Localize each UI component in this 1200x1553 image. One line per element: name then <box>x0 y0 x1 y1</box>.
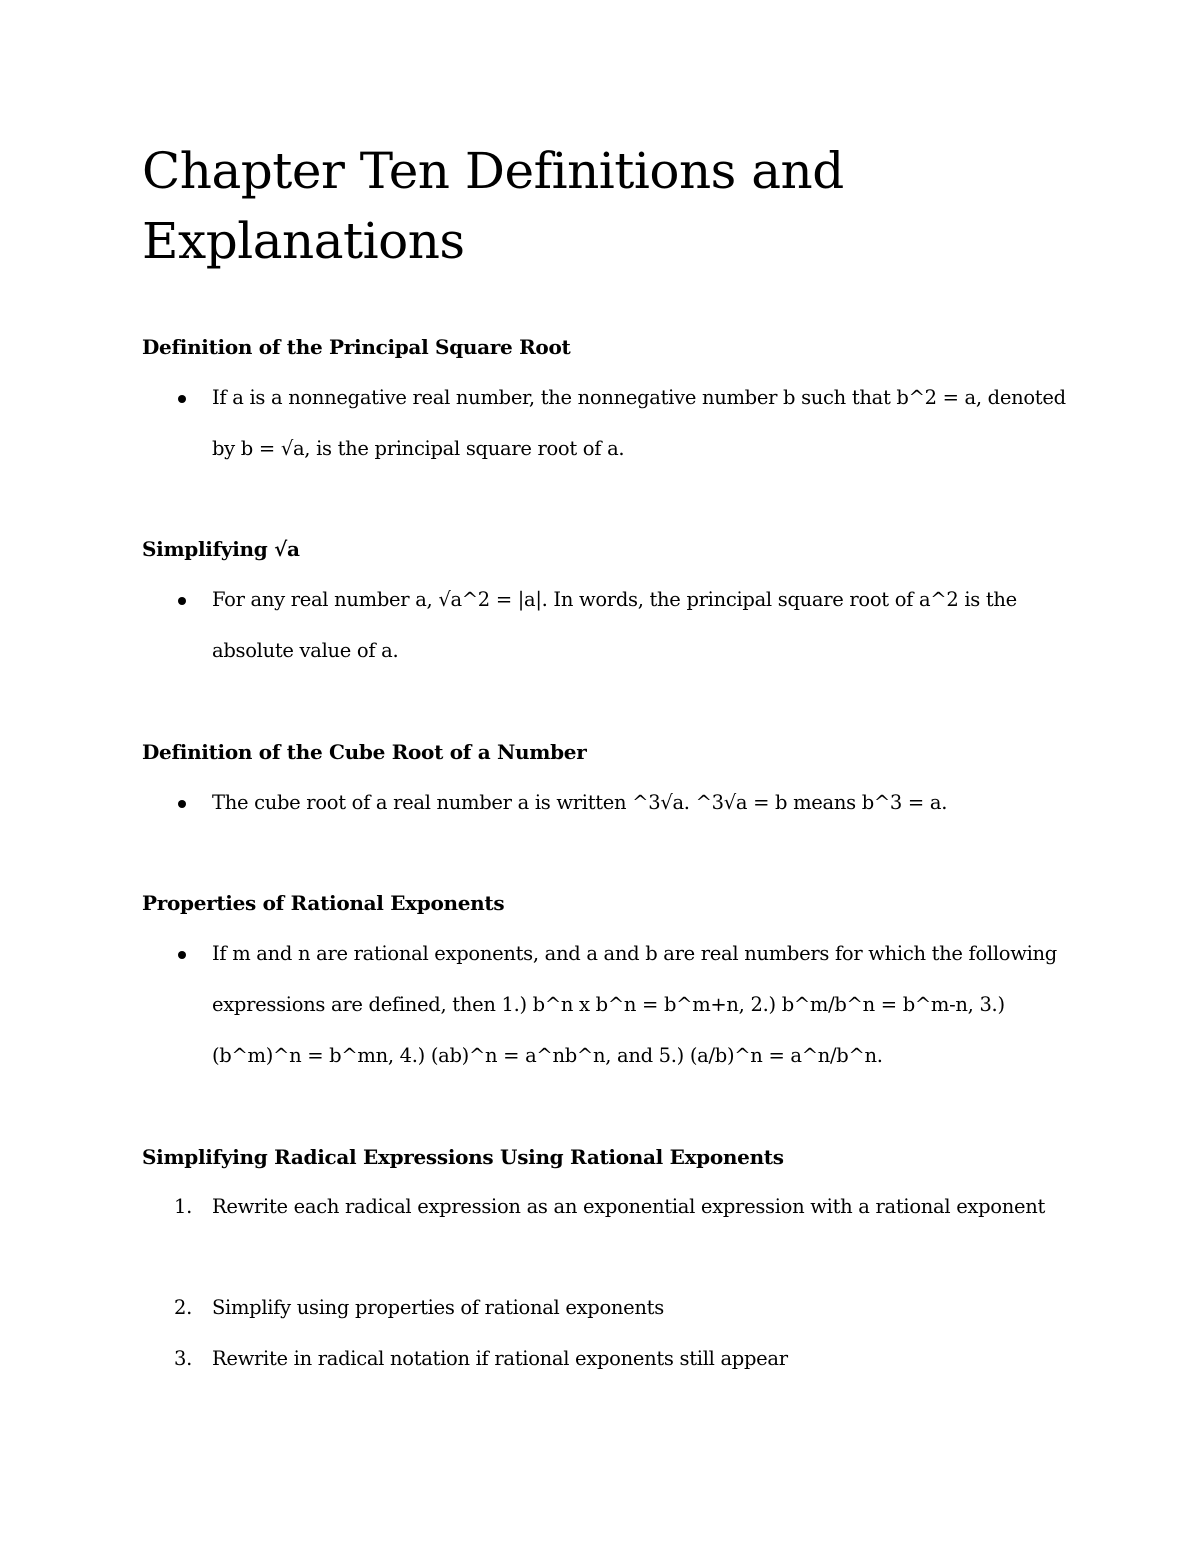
bullet-icon <box>178 597 186 605</box>
section-heading-simplifying-sqrt: Simplifying √a <box>142 537 300 561</box>
list-item-text: Rewrite each radical expression as an exponential expression with a rational exponent <box>212 1195 1046 1218</box>
numbered-list-item <box>174 1333 1072 1384</box>
list-item <box>212 777 1072 828</box>
numbered-list-item <box>174 1181 1072 1232</box>
numbered-list-item <box>174 1282 1072 1333</box>
list-item <box>212 928 1072 1081</box>
list-item-text: The cube root of a real number a is written ^3√a. ^3√a = b means b^3 = a. <box>212 791 948 814</box>
list-item-text: If m and n are rational exponents, and a and b are real numbers for which the following expressions are defined, then 1.) b^n x b^n = b^m+n, 2.) b^m/b^n = b^m-n, 3.) (b^m)^n = b^mn, 4.) (ab)^n = a^nb^n, and 5.) (a/b)^n = a^n/b^n. <box>212 942 1057 1067</box>
list-item-text: Rewrite in radical notation if rational exponents still appear <box>212 1347 788 1370</box>
bullet-icon <box>178 395 186 403</box>
document-title: Chapter Ten Definitions and Explanations <box>142 142 844 270</box>
list-number: 2. <box>174 1296 193 1319</box>
bullet-icon <box>178 951 186 959</box>
section-heading-simplifying-radical-expressions: Simplifying Radical Expressions Using Rational Exponents <box>142 1145 784 1169</box>
list-number: 1. <box>174 1195 193 1218</box>
list-item-text: For any real number a, √a^2 = |a|. In words, the principal square root of a^2 is the absolute value of a. <box>212 588 1017 662</box>
section-heading-rational-exponent-properties: Properties of Rational Exponents <box>142 891 505 915</box>
list-item <box>212 574 1072 676</box>
list-item-text: If a is a nonnegative real number, the nonnegative number b such that b^2 = a, denoted by b = √a, is the principal square root of a. <box>212 386 1066 460</box>
list-item <box>212 372 1072 474</box>
section-heading-principal-square-root: Definition of the Principal Square Root <box>142 335 571 359</box>
list-number: 3. <box>174 1347 193 1370</box>
section-heading-cube-root: Definition of the Cube Root of a Number <box>142 740 587 764</box>
list-item-text: Simplify using properties of rational exponents <box>212 1296 664 1319</box>
bullet-icon <box>178 800 186 808</box>
